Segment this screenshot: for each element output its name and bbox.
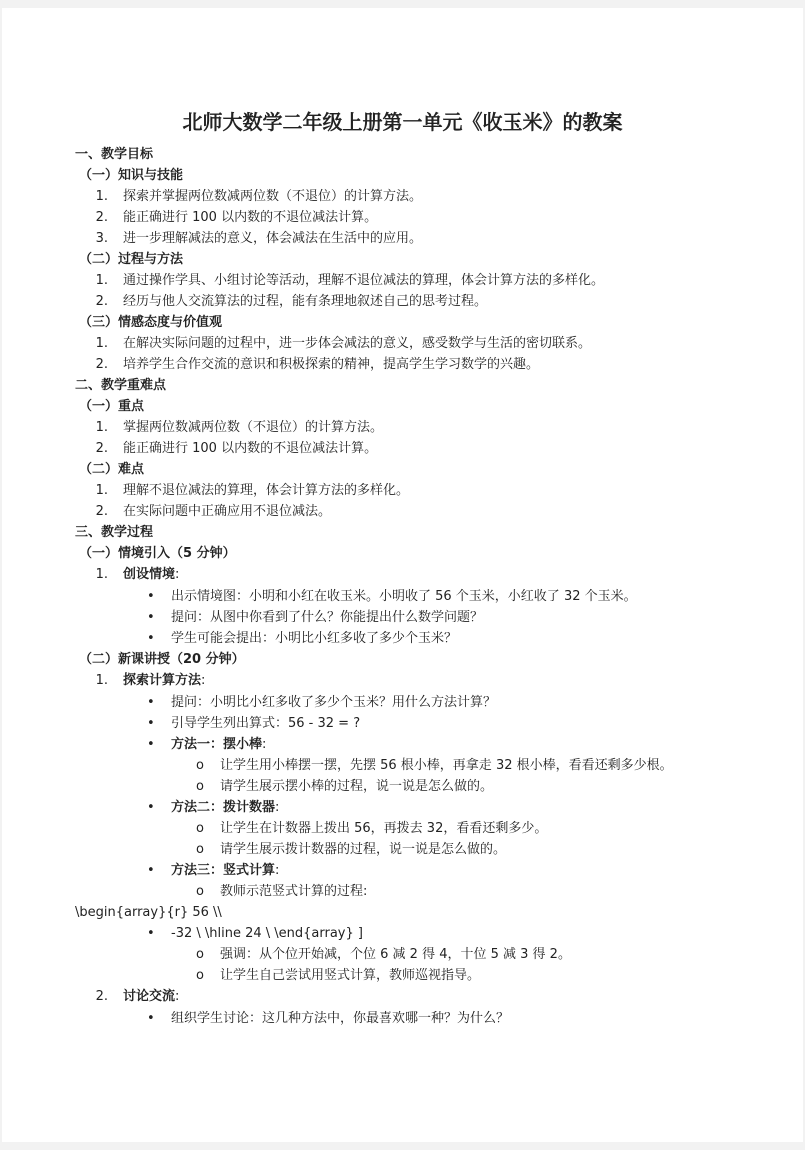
list-item: 在实际问题中正确应用不退位减法。	[123, 504, 332, 519]
list-item: 在解决实际问题的过程中，进一步体会减法的意义，感受数学与生活的密切联系。	[123, 336, 592, 351]
bullet-dot: •	[147, 863, 155, 878]
step-label: 创设情境	[123, 567, 176, 582]
section-heading: 一、教学目标	[75, 147, 154, 162]
list-number: 1.	[95, 336, 108, 351]
subsection-heading: （二）过程与方法	[79, 252, 184, 267]
bullet-circle: o	[196, 947, 204, 962]
step-colon: :	[175, 567, 180, 582]
bullet-dot: •	[147, 800, 155, 815]
sub-bullet-item: 让学生在计数器上拨出 56，再拨去 32，看看还剩多少。	[220, 821, 548, 836]
bullet-dot: •	[147, 589, 155, 604]
subsection-heading: （一）重点	[79, 399, 145, 414]
section-heading: 二、教学重难点	[75, 378, 167, 393]
list-item: 经历与他人交流算法的过程，能有条理地叙述自己的思考过程。	[123, 294, 488, 309]
list-item: 探索并掌握两位数减两位数（不退位）的计算方法。	[123, 189, 423, 204]
list-item: 掌握两位数减两位数（不退位）的计算方法。	[123, 420, 384, 435]
sub-bullet-item: 请学生展示摆小棒的过程，说一说是怎么做的。	[220, 779, 494, 794]
sub-bullet-item: 强调：从个位开始减，个位 6 减 2 得 4，十位 5 减 3 得 2。	[220, 947, 571, 962]
bullet-dot: •	[147, 631, 155, 646]
method-colon: :	[275, 863, 280, 878]
list-number: 2.	[95, 210, 108, 225]
list-number: 1.	[95, 567, 108, 582]
bullet-circle: o	[196, 821, 204, 836]
list-number: 1.	[95, 483, 108, 498]
list-item: 能正确进行 100 以内数的不退位减法计算。	[123, 441, 378, 456]
bullet-item: 提问：小明比小红多收了多少个玉米？用什么方法计算？	[171, 695, 497, 710]
list-item: 进一步理解减法的意义，体会减法在生活中的应用。	[123, 231, 423, 246]
bullet-circle: o	[196, 884, 204, 899]
list-item: 培养学生合作交流的意识和积极探索的精神，提高学生学习数学的兴趣。	[123, 357, 540, 372]
latex-line: \begin{array}{r} 56 \\	[75, 905, 222, 920]
list-number: 1.	[95, 673, 108, 688]
subsection-heading: （一）情境引入（5 分钟）	[79, 546, 236, 561]
method-heading	[171, 798, 279, 818]
page-title: 北师大数学二年级上册第一单元《收玉米》的教案	[182, 110, 623, 134]
step-heading	[123, 565, 179, 585]
list-number: 2.	[95, 441, 108, 456]
step-colon: :	[175, 989, 180, 1004]
method-label: 方法一：摆小棒	[171, 737, 263, 752]
bullet-circle: o	[196, 968, 204, 983]
method-heading	[171, 735, 266, 755]
list-number: 1.	[95, 420, 108, 435]
latex-bullet: -32 \ \hline 24 \ \end{array} ]	[171, 926, 363, 941]
bullet-item: 出示情境图：小明和小红在收玉米。小明收了 56 个玉米，小红收了 32 个玉米。	[171, 589, 637, 604]
subsection-heading: （二）新课讲授（20 分钟）	[79, 652, 245, 667]
step-heading	[123, 987, 179, 1007]
list-number: 2.	[95, 294, 108, 309]
method-heading	[171, 861, 279, 881]
method-colon: :	[275, 800, 280, 815]
list-item: 通过操作学具、小组讨论等活动，理解不退位减法的算理，体会计算方法的多样化。	[123, 273, 605, 288]
bullet-item: 引导学生列出算式：56 - 32 = ?	[171, 716, 361, 731]
list-item: 理解不退位减法的算理，体会计算方法的多样化。	[123, 483, 410, 498]
method-label: 方法三：竖式计算	[171, 863, 276, 878]
sub-bullet-item: 教师示范竖式计算的过程:	[220, 884, 368, 899]
sub-bullet-item: 让学生用小棒摆一摆，先摆 56 根小棒，再拿走 32 根小棒，看看还剩多少根。	[220, 758, 673, 773]
step-label: 讨论交流	[123, 989, 176, 1004]
bullet-dot: •	[147, 610, 155, 625]
subsection-heading: （二）难点	[79, 462, 145, 477]
bullet-item: 组织学生讨论：这几种方法中，你最喜欢哪一种？为什么？	[171, 1011, 510, 1026]
bullet-item: 学生可能会提出：小明比小红多收了多少个玉米？	[171, 631, 458, 646]
method-label: 方法二：拨计数器	[171, 800, 276, 815]
list-number: 1.	[95, 189, 108, 204]
bullet-item: 提问：从图中你看到了什么？你能提出什么数学问题？	[171, 610, 484, 625]
method-colon: :	[262, 737, 267, 752]
subsection-heading: （三）情感态度与价值观	[79, 315, 223, 330]
bullet-dot: •	[147, 926, 155, 941]
step-heading	[123, 671, 205, 691]
list-number: 2.	[95, 504, 108, 519]
step-colon: :	[201, 673, 206, 688]
bullet-circle: o	[196, 758, 204, 773]
list-number: 1.	[95, 273, 108, 288]
bullet-circle: o	[196, 842, 204, 857]
list-item: 能正确进行 100 以内数的不退位减法计算。	[123, 210, 378, 225]
subsection-heading: （一）知识与技能	[79, 168, 184, 183]
bullet-dot: •	[147, 737, 155, 752]
list-number: 2.	[95, 357, 108, 372]
bullet-dot: •	[147, 1011, 155, 1026]
list-number: 3.	[95, 231, 108, 246]
bullet-dot: •	[147, 716, 155, 731]
section-heading: 三、教学过程	[75, 525, 154, 540]
list-number: 2.	[95, 989, 108, 1004]
sub-bullet-item: 让学生自己尝试用竖式计算，教师巡视指导。	[220, 968, 481, 983]
bullet-dot: •	[147, 695, 155, 710]
step-label: 探索计算方法	[123, 673, 202, 688]
sub-bullet-item: 请学生展示拨计数器的过程，说一说是怎么做的。	[220, 842, 507, 857]
bullet-circle: o	[196, 779, 204, 794]
